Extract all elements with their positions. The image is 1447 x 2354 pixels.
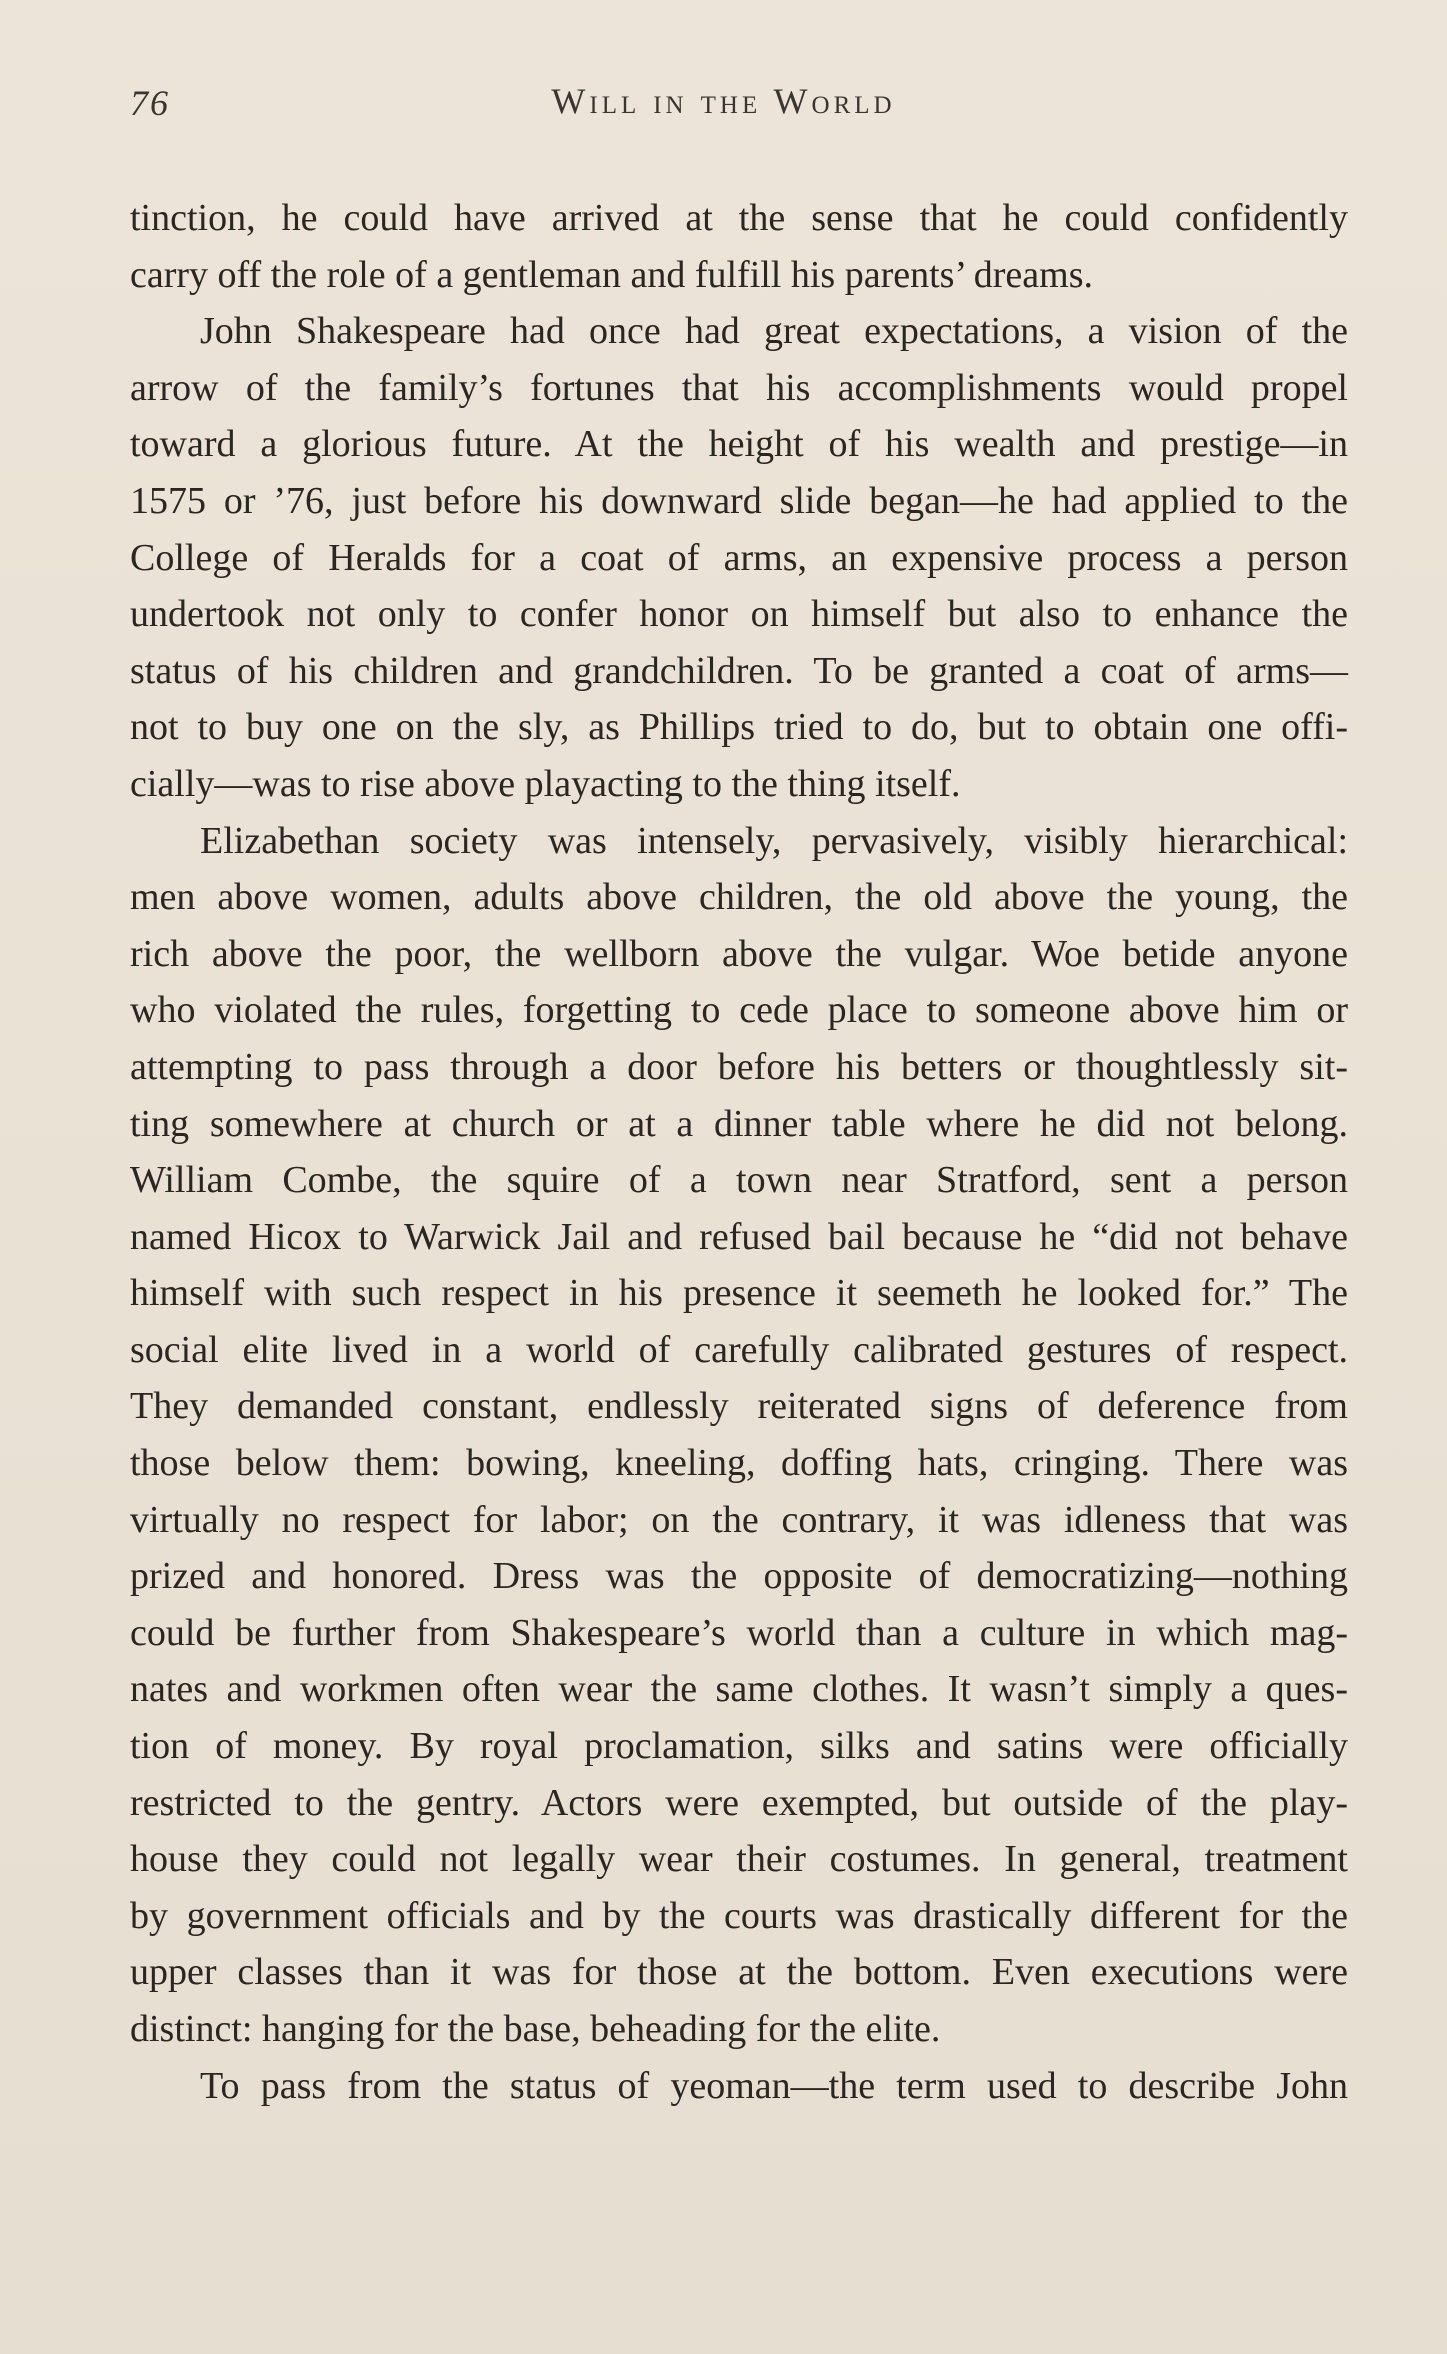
text-line: not to buy one on the sly, as Phillips tried to do, but to obtain one offi- — [130, 706, 1348, 749]
text-line: They demanded constant, endlessly reiterated signs of deference from — [130, 1385, 1348, 1428]
text-line: cially—was to rise above playacting to the thing itself. — [130, 762, 961, 805]
text-line: named Hicox to Warwick Jail and refused bail because he “did not behave — [130, 1215, 1348, 1258]
text-line: tinction, he could have arrived at the sense that he could confidently — [130, 197, 1348, 239]
page-number: 76 — [130, 83, 170, 123]
text-line: Elizabethan society was intensely, pervasively, visibly hierarchical: — [200, 819, 1348, 862]
text-line: College of Heralds for a coat of arms, an expensive process a person — [130, 536, 1348, 579]
text-line: nates and workmen often wear the same clothes. It wasn’t simply a ques- — [130, 1668, 1348, 1711]
running-head: Will in the World — [551, 81, 896, 121]
text-line: who violated the rules, forgetting to cede place to someone above him or — [130, 989, 1348, 1032]
text-line: virtually no respect for labor; on the contrary, it was idleness that was — [130, 1498, 1348, 1541]
text-line: restricted to the gentry. Actors were exempted, but outside of the play- — [130, 1781, 1348, 1824]
text-line: men above women, adults above children, the old above the young, the — [130, 876, 1348, 919]
text-line: 1575 or ’76, just before his downward slide began—he had applied to the — [130, 479, 1348, 522]
text-line: those below them: bowing, kneeling, doffing hats, cringing. There was — [130, 1442, 1348, 1485]
text-line: rich above the poor, the wellborn above the vulgar. Woe betide anyone — [130, 932, 1348, 975]
text-line: by government officials and by the courts was drastically different for the — [130, 1894, 1348, 1937]
text-line: carry off the role of a gentleman and fulfill his parents’ dreams. — [130, 253, 1094, 296]
text-line: toward a glorious future. At the height of his wealth and prestige—in — [130, 423, 1348, 466]
text-line: could be further from Shakespeare’s world than a culture in which mag- — [130, 1611, 1348, 1654]
text-line: To pass from the status of yeoman—the term used to describe John — [200, 2064, 1348, 2107]
paragraph — [130, 303, 1348, 812]
text-line: distinct: hanging for the base, beheading for the elite. — [130, 2008, 941, 2050]
paragraph — [130, 190, 1348, 303]
text-line: arrow of the family’s fortunes that his accomplishments would propel — [130, 366, 1348, 409]
paragraph — [130, 813, 1348, 2058]
text-line: status of his children and grandchildren. To be granted a coat of arms— — [130, 649, 1348, 692]
text-line: undertook not only to confer honor on himself but also to enhance the — [130, 593, 1348, 636]
text-line: William Combe, the squire of a town near Stratford, sent a person — [130, 1159, 1348, 1202]
text-line: tion of money. By royal proclamation, silks and satins were officially — [130, 1725, 1348, 1768]
text-line: ting somewhere at church or at a dinner table where he did not belong. — [130, 1102, 1348, 1145]
text-line: social elite lived in a world of carefully calibrated gestures of respect. — [130, 1328, 1348, 1371]
text-line: house they could not legally wear their costumes. In general, treatment — [130, 1838, 1348, 1881]
body-text — [130, 190, 1348, 2114]
text-line: John Shakespeare had once had great expectations, a vision of the — [200, 310, 1348, 353]
text-line: attempting to pass through a door before his betters or thoughtlessly sit- — [130, 1045, 1348, 1088]
text-line: upper classes than it was for those at the bottom. Even executions were — [130, 1951, 1348, 1994]
text-line: himself with such respect in his presence it seemeth he looked for.” The — [130, 1272, 1348, 1315]
text-line: prized and honored. Dress was the opposite of democratizing—nothing — [130, 1555, 1348, 1598]
paragraph — [130, 2058, 1348, 2115]
